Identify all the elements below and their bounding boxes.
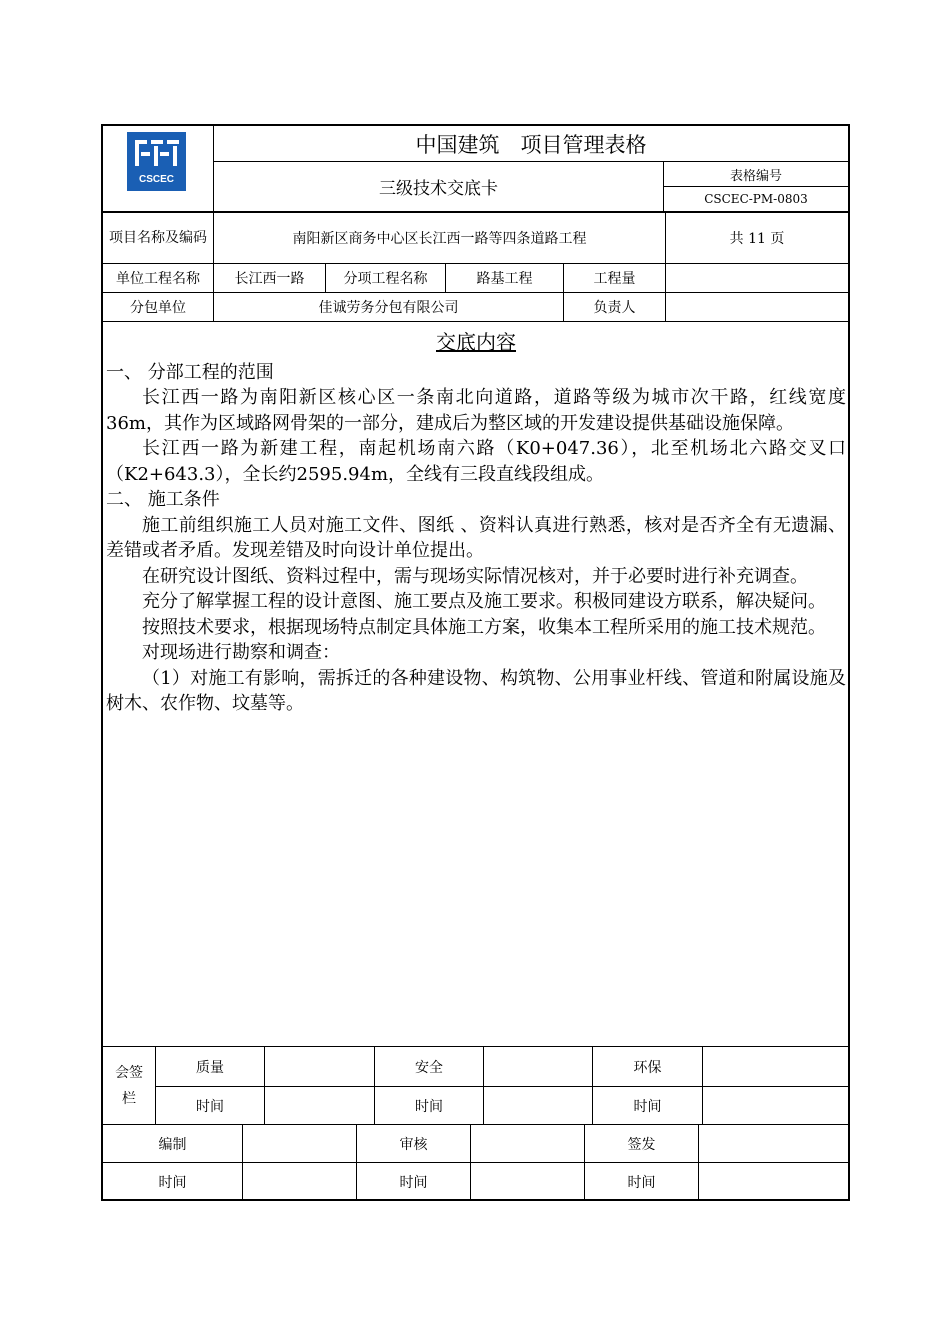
svg-text:CSCEC: CSCEC (138, 174, 175, 185)
content-paragraph: 在研究设计图纸、资料过程中，需与现场实际情况核对，并于必要时进行补充调查。 (142, 565, 808, 587)
unit-name: 长江西一路 (234, 271, 305, 287)
compile-time-label: 时间 (158, 1174, 187, 1191)
table-right-border (848, 124, 850, 1201)
lead-value[interactable] (666, 293, 848, 321)
compile-label: 编制 (158, 1136, 187, 1153)
content-paragraphs (106, 360, 846, 717)
subcontractor-label: 分包单位 (130, 300, 186, 316)
quality-sign[interactable] (265, 1047, 374, 1086)
countersign-label: 会签栏 (115, 1064, 143, 1107)
safety-sign[interactable] (484, 1047, 592, 1086)
content-heading: 交底内容 (436, 330, 516, 354)
sub-label: 分项工程名称 (343, 271, 428, 287)
lead-label: 负责人 (593, 300, 636, 316)
safety-time-label: 时间 (415, 1098, 443, 1115)
subcontractor-name: 佳诚劳务分包有限公司 (318, 300, 459, 316)
content-paragraph: （1）对施工有影响，需拆迁的各种建设物、构筑物、公用事业杆线、管道和附属设施及树木、农作物、坟墓等。 (106, 667, 846, 714)
quality-time-label: 时间 (196, 1098, 224, 1115)
env-label: 环保 (633, 1059, 662, 1076)
issue-time-label: 时间 (627, 1174, 656, 1191)
form-no-label: 表格编号 (729, 168, 782, 184)
content-body (106, 330, 846, 717)
review-time-label: 时间 (399, 1174, 428, 1191)
env-sign[interactable] (703, 1047, 848, 1086)
issue-label: 签发 (627, 1136, 656, 1153)
env-time-label: 时间 (633, 1098, 662, 1115)
content-paragraph: 对现场进行勘察和调查： (142, 642, 340, 663)
qty-label: 工程量 (593, 271, 636, 287)
qty-value[interactable] (666, 264, 848, 292)
page-count: 共 11 页 (729, 231, 785, 247)
content-paragraph: 按照技术要求，根据现场特点制定具体施工方案，收集本工程所采用的施工技术规范。 (142, 616, 826, 638)
content-paragraph: 长江西一路为南阳新区核心区一条南北向道路，道路等级为城市次干路，红线宽度36m，其作为区域路网骨架的一部分，建成后为整区域的开发建设提供基础设施保障。 (106, 387, 846, 434)
content-paragraph: 充分了解掌握工程的设计意图、施工要点及施工要求。积极同建设方联系，解决疑问。 (142, 591, 826, 612)
content-paragraph: 一、 分部工程的范围 (106, 361, 274, 383)
sub-name: 路基工程 (476, 271, 533, 287)
unit-label: 单位工程名称 (116, 271, 200, 287)
content-paragraph: 二、 施工条件 (106, 489, 220, 510)
content-paragraph: 长江西一路为新建工程，南起机场南六路（K0+047.36），北至机场北六路交叉口（K2+643.3），全长约2595.94m，全线有三段直线段组成。 (106, 438, 846, 485)
form-no: CSCEC-PM-0803 (704, 192, 808, 206)
project-label: 项目名称及编码 (109, 230, 207, 246)
company-logo (127, 132, 186, 191)
card-title: 三级技术交底卡 (379, 179, 498, 199)
company-title: 中国建筑 项目管理表格 (415, 132, 647, 157)
safety-label: 安全 (415, 1059, 443, 1076)
content-paragraph: 施工前组织施工人员对施工文件、图纸 、资料认真进行熟悉，核对是否齐全有无遗漏、差错或者矛盾。发现差错及时向设计单位提出。 (106, 514, 846, 561)
project-name: 南阳新区商务中心区长江西一路等四条道路工程 (292, 231, 587, 247)
quality-label: 质量 (196, 1059, 224, 1076)
review-label: 审核 (399, 1136, 428, 1153)
